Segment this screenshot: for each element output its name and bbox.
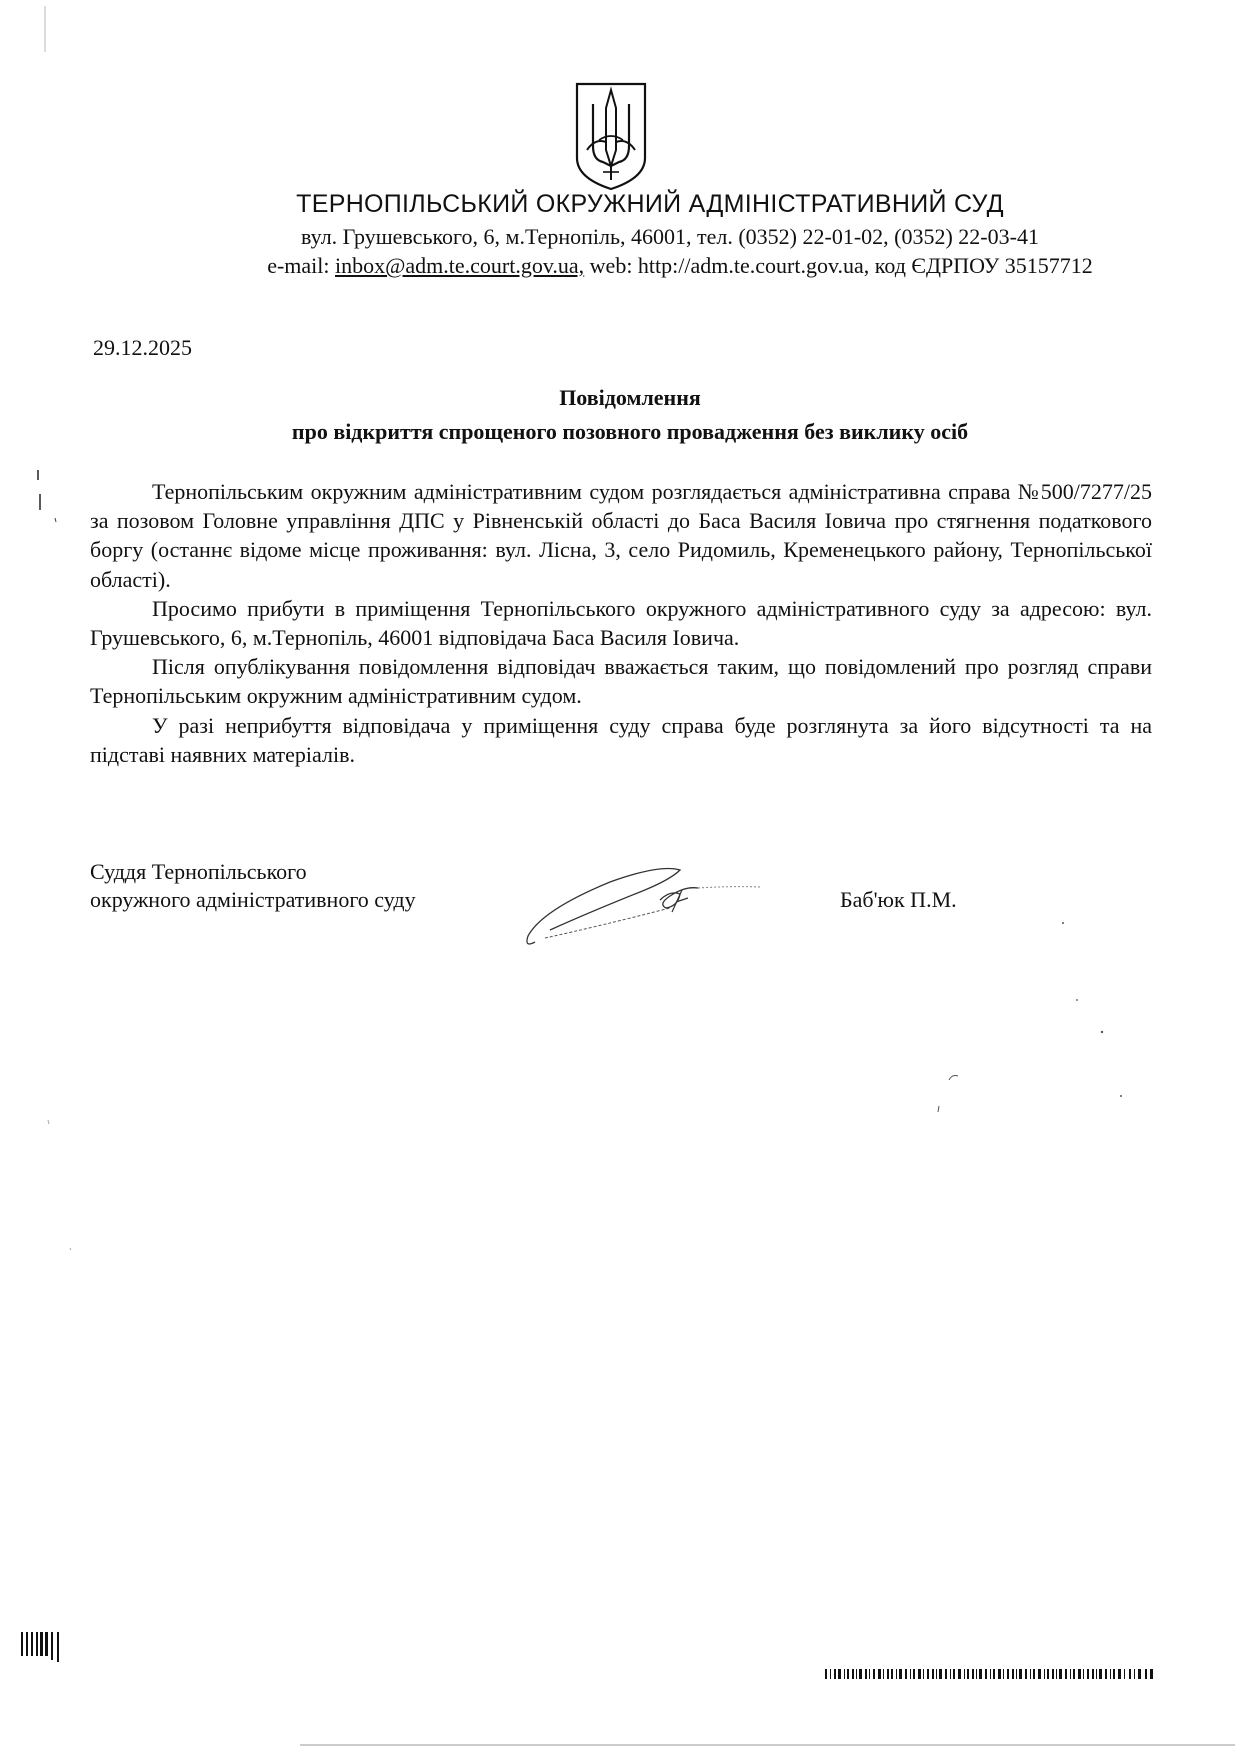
body-paragraph-2: Просимо прибути в приміщення Тернопільського окружного адміністративного суду за адресою: вул. Грушевського, 6, м.Тернопіль, 46001 відповідача Баса Василя Іовича. [90, 595, 1152, 651]
barcode-bottom-icon [825, 1669, 1155, 1679]
web-and-code: web: http://adm.te.court.gov.ua, код ЄДРПОУ 35157712 [584, 253, 1093, 278]
court-address: вул. Грушевського, 6, м.Тернопіль, 46001, тел. (0352) 22-01-02, (0352) 22-03-41 [301, 224, 1039, 249]
body-paragraph-4: У разі неприбуття відповідача у приміщення суду справа буде розглянута за його відсутності та на підставі наявних матеріалів. [90, 712, 1152, 767]
email-label: e-mail: [267, 253, 335, 278]
notice-body [90, 477, 1152, 769]
notice-subtitle: про відкриття спрощеного позовного провадження без виклику осіб [291, 419, 969, 444]
notice-title: Повідомлення [559, 385, 701, 410]
signer-position-line-1: Суддя Тернопільського [90, 859, 307, 884]
signer-position-line-2: окружного адміністративного суду [90, 887, 416, 912]
court-contacts [0, 253, 1240, 279]
email-link[interactable]: inbox@adm.te.court.gov.ua, [335, 253, 585, 278]
body-paragraph-3: Після опублікування повідомлення відповідач вважається таким, що повідомлений про розгляд справи Тернопільським окружним адміністративним судом. [90, 654, 1152, 709]
court-name: ТЕРНОПІЛЬСЬКИЙ ОКРУЖНИЙ АДМІНІСТРАТИВНИЙ СУД [296, 190, 1004, 218]
barcode-left-icon [21, 1632, 65, 1664]
signer-name: Баб'юк П.М. [840, 887, 957, 912]
handwritten-signature [520, 860, 820, 950]
document-date: 29.12.2025 [93, 335, 192, 360]
body-paragraph-1: Тернопільським окружним адміністративним судом розглядається адміністративна справа №500/7277/25 за позовом Головне управління ДПС у Рівненській області до Баса Василя Іовича про стягнення податкового боргу (останнє відоме місце проживання: вул. Лісна, 3, село Ридомиль, Кременецького району, Тернопільської області). [90, 479, 1152, 592]
coat-of-arms-icon [573, 80, 649, 192]
